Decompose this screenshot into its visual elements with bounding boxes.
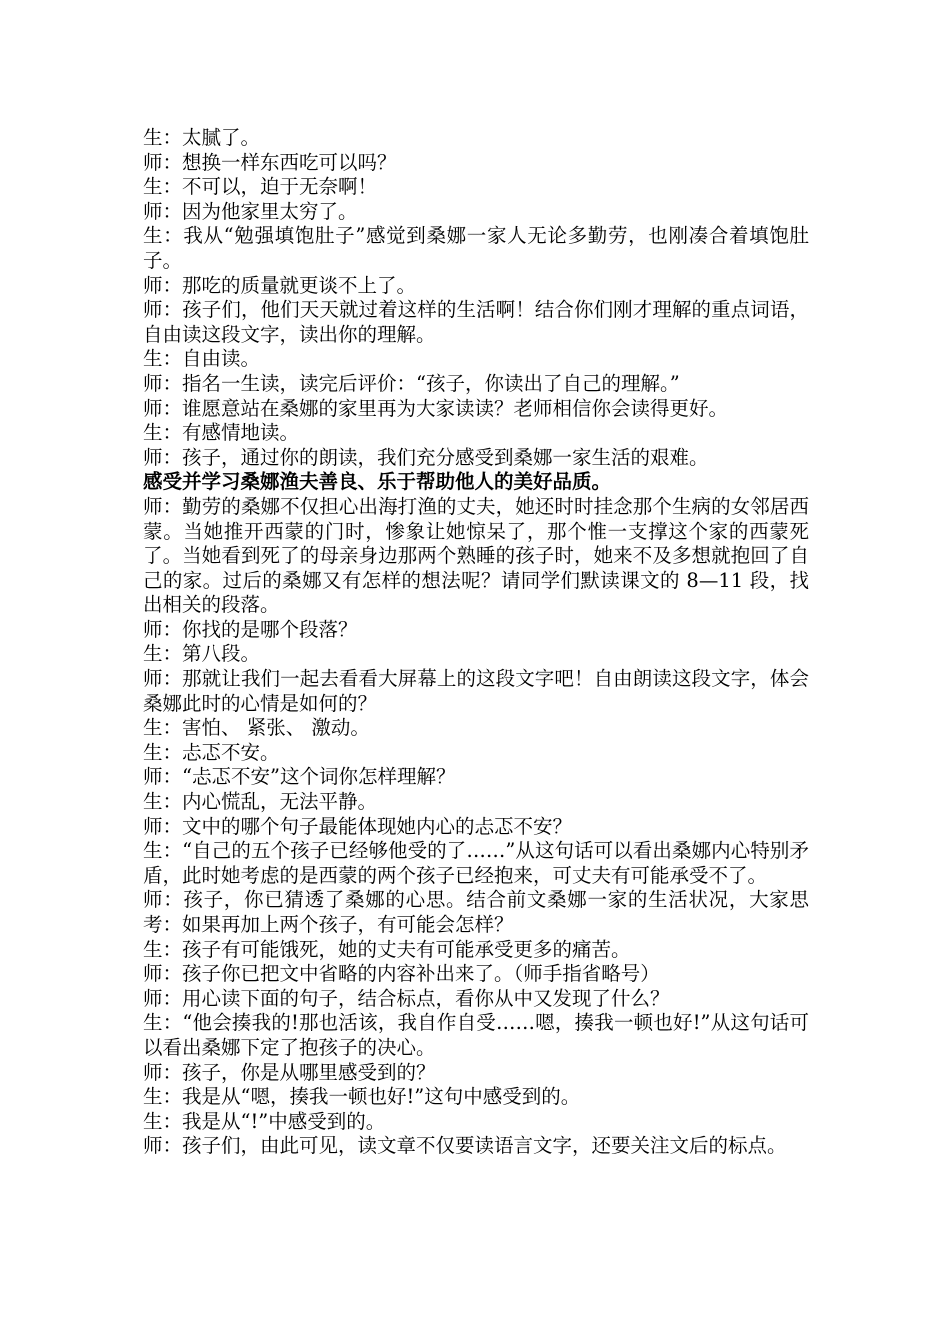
dialogue-line: 生：自由读。 [143,347,261,371]
dialogue-line: 师：用心读下面的句子，结合标点，看你从中又发现了什么？ [143,986,670,1010]
dialogue-line: 师：想换一样东西吃可以吗？ [143,150,397,174]
section-heading: 感受并学习桑娜渔夫善良、乐于帮助他人的美好品质。 [143,470,612,494]
document-page [143,126,809,1159]
dialogue-line: 生：忐忑不安。 [143,740,280,764]
dialogue-line: 师：那就让我们一起去看看大屏幕上的这段文字吧！自由朗读这段文字，体会桑娜此时的心情是如何的？ [143,667,809,715]
dialogue-line: 生：孩子有可能饿死，她的丈夫有可能承受更多的痛苦。 [143,937,631,961]
dialogue-line: 生：第八段。 [143,642,261,666]
dialogue-line: 师：那吃的质量就更谈不上了。 [143,273,417,297]
dialogue-line: 师：孩子们，由此可见，读文章不仅要读语言文字，还要关注文后的标点。 [143,1134,787,1158]
dialogue-line: 师：指名一生读，读完后评价：“孩子，你读出了自己的理解。” [143,371,680,395]
dialogue-line: 生：不可以，迫于无奈啊！ [143,175,378,199]
dialogue-line: 生：我是从“嗯，揍我一顿也好!”这句中感受到的。 [143,1085,581,1109]
dialogue-line: 师：你找的是哪个段落？ [143,617,358,641]
dialogue-line: 生：“他会揍我的!那也活该，我自作自受……嗯，揍我一顿也好!”从这句话可以看出桑娜下定了抱孩子的决心。 [143,1011,809,1059]
dialogue-line: 生：害怕、 紧张、 激动。 [143,716,370,740]
dialogue-line: 师：孩子们，他们天天就过着这样的生活啊！结合你们刚才理解的重点词语，自由读这段文字，读出你的理解。 [143,298,809,346]
dialogue-line: 生：太腻了。 [143,126,261,149]
dialogue-line: 师：孩子你已把文中省略的内容补出来了。（师手指省略号） [143,962,660,986]
dialogue-line: 师：因为他家里太穷了。 [143,199,358,223]
dialogue-line: 生：内心慌乱，无法平静。 [143,790,378,814]
dialogue-line: 师：孩子，你是从哪里感受到的？ [143,1060,436,1084]
dialogue-line: 生：有感情地读。 [143,421,300,445]
dialogue-line: 师：勤劳的桑娜不仅担心出海打渔的丈夫，她还时时挂念那个生病的女邻居西蒙。当她推开西蒙的门时，惨象让她惊呆了，那个惟一支撑这个家的西蒙死了。当她看到死了的母亲身边那两个熟睡的孩子时，她来不及多想就抱回了自己的家。过后的桑娜又有怎样的想法呢？请同学们默读课文的 8—11 段，找出相关的段落。 [143,494,809,617]
dialogue-line: 师：文中的哪个句子最能体现她内心的忐忑不安？ [143,814,573,838]
dialogue-line: 生：“自己的五个孩子已经够他受的了……”从这句话可以看出桑娜内心特别矛盾，此时她考虑的是西蒙的两个孩子已经抱来，可丈夫有可能承受不了。 [143,839,809,887]
dialogue-line: 师：孩子，通过你的朗读，我们充分感受到桑娜一家生活的艰难。 [143,445,709,469]
dialogue-line: 生：我从“勉强填饱肚子”感觉到桑娜一家人无论多勤劳，也刚凑合着填饱肚子。 [143,224,809,272]
dialogue-line: 师：“忐忑不安”这个词你怎样理解？ [143,765,456,789]
dialogue-line: 生：我是从“!”中感受到的。 [143,1109,386,1133]
dialogue-line: 师：谁愿意站在桑娜的家里再为大家读读？老师相信你会读得更好。 [143,396,729,420]
dialogue-line: 师：孩子，你已猜透了桑娜的心思。结合前文桑娜一家的生活状况，大家思考：如果再加上两个孩子，有可能会怎样？ [143,888,809,936]
